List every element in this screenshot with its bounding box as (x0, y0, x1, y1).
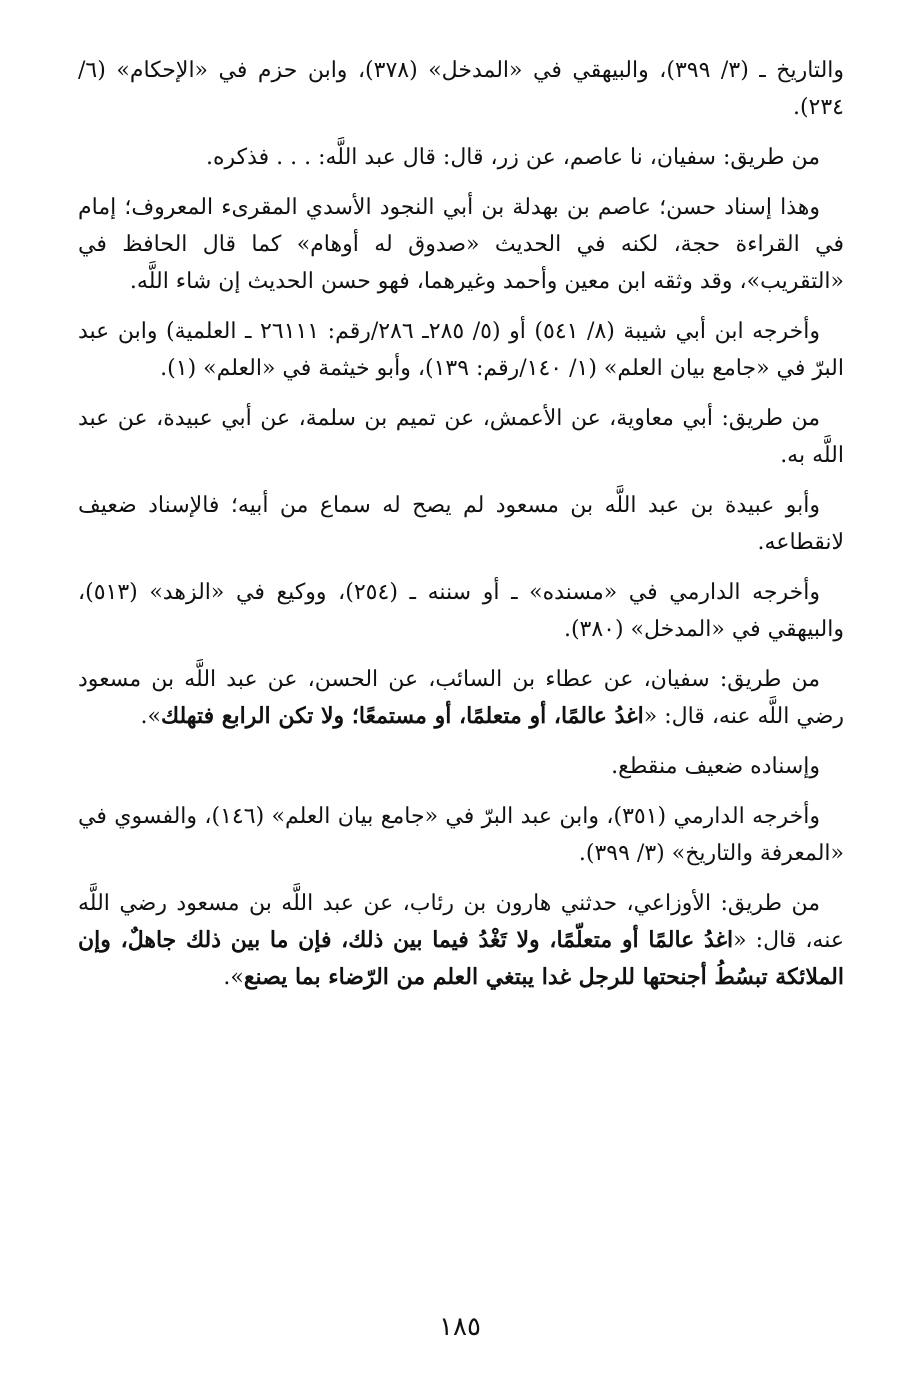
paragraph-8 (78, 661, 844, 735)
paragraph-5: من طريق: أبي معاوية، عن الأعمش، عن تميم بن سلمة، عن أبي عبيدة، عن عبد اللَّه به. (78, 406, 844, 468)
paragraph-1: والتاريخ ـ (٣/ ٣٩٩)، والبيهقي في «المدخل» (٣٧٨)، وابن حزم في «الإحكام» (٦/ ٢٣٤). (78, 58, 845, 120)
paragraph-11 (78, 885, 844, 996)
paragraph-2: من طريق: سفيان، نا عاصم، عن زر، قال: قال عبد اللَّه: . . . فذكره. (205, 145, 820, 170)
paragraph-9: وإسناده ضعيف منقطع. (611, 754, 820, 779)
paragraph-8-quote: اغدُ عالمًا، أو متعلمًا، أو مستمعًا؛ ولا تكن الرابع فتهلك (160, 703, 644, 729)
paragraph-6: وأبو عبيدة بن عبد اللَّه بن مسعود لم يصح له سماع من أبيه؛ فالإسناد ضعيف لانقطاعه. (78, 493, 844, 555)
paragraph-3: وهذا إسناد حسن؛ عاصم بن بهدلة بن أبي النجود الأسدي المقرىء المعروف؛ إمام في القراءة حجة، لكنه في الحديث «صدوق له أوهام» كما قال الحافظ في «التقريب»، وقد وثقه ابن معين وأحمد وغيرهما، فهو حسن الحديث إن شاء اللَّه. (78, 195, 844, 294)
paragraph-7: وأخرجه الدارمي في «مسنده» ـ أو سننه ـ (٢٥٤)، ووكيع في «الزهد» (٥١٣)، والبيهقي في «المدخل» (٣٨٠). (78, 580, 844, 642)
page-body (78, 52, 844, 1009)
paragraph-8-tail: ». (140, 704, 161, 729)
paragraph-4: وأخرجه ابن أبي شيبة (٨/ ٥٤١) أو (٥/ ٢٨٥ـ ٢٨٦/رقم: ٢٦١١١ ـ العلمية) وابن عبد البرّ في «جامع بيان العلم» (١/ ١٤٠/رقم: ١٣٩)، وأبو خيثمة في «العلم» (١). (78, 319, 844, 381)
paragraph-11-tail: ». (223, 965, 244, 990)
page-number: ١٨٥ (439, 1312, 481, 1342)
paragraph-8-lead: من طريق: سفيان، عن عطاء بن السائب، عن الحسن، عن عبد اللَّه بن مسعود رضي اللَّه عنه، قال: « (78, 667, 844, 729)
paragraph-11-lead: من طريق: الأوزاعي، حدثني هارون بن رئاب، عن عبد اللَّه بن مسعود رضي اللَّه عنه، قال: « (78, 891, 844, 953)
paragraph-10: وأخرجه الدارمي (٣٥١)، وابن عبد البرّ في «جامع بيان العلم» (١٤٦)، والفسوي في «المعرفة والتاريخ» (٣/ ٣٩٩). (78, 804, 844, 866)
paragraph-11-quote: اغدُ عالمًا أو متعلّمًا، ولا تَغْدُ فيما بين ذلك، فإن ما بين ذلك جاهلٌ، وإن الملائكة تبسُطُ أجنحتها للرجل غدا يبتغي العلم من الرّضاء بما يصنع (78, 927, 844, 990)
